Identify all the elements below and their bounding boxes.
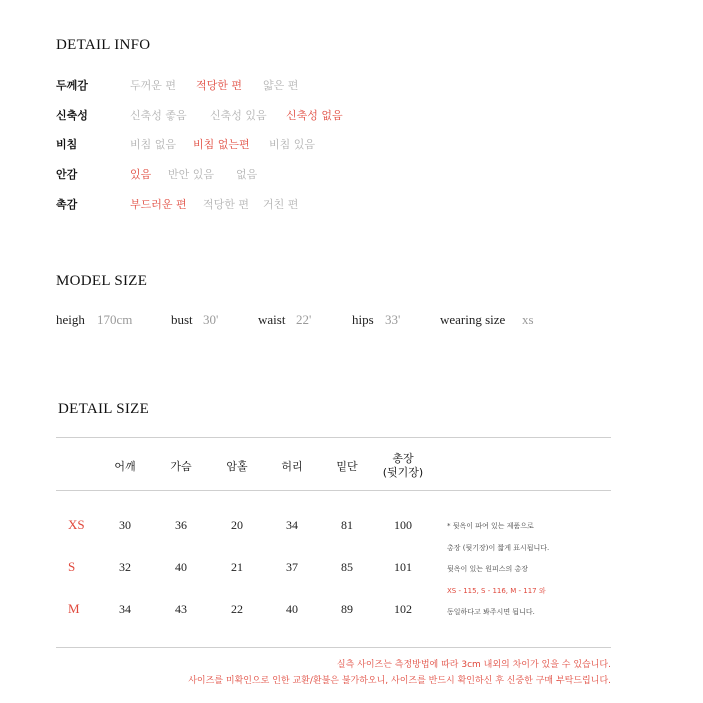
detail-info-option-selected: 비침 없는편	[193, 138, 250, 151]
size-cell: 40	[286, 602, 298, 616]
detail-info-option: 신축성 좋음	[130, 109, 187, 122]
table-bottom-divider	[56, 647, 611, 648]
size-label: S	[68, 559, 76, 574]
col-header-shoulder: 어깨	[114, 460, 136, 473]
note-line: 동일하다고 봐주시면 됩니다.	[447, 608, 535, 616]
size-cell: 85	[341, 560, 353, 574]
detail-info-option-selected: 있음	[130, 168, 152, 181]
detail-info-option: 거친 편	[263, 198, 299, 211]
detail-info-label: 비침	[56, 138, 78, 151]
model-size-label: heigh	[56, 312, 85, 327]
detail-info-option: 비침 있음	[269, 138, 316, 151]
model-size-label: wearing size	[440, 312, 506, 327]
model-size-label: waist	[258, 312, 286, 327]
note-line-highlight: XS - 115, S - 116, M - 117 와	[447, 587, 546, 595]
footer-note-measurement: 실측 사이즈는 측정방법에 따라 3cm 내외의 차이가 있을 수 있습니다.	[336, 660, 611, 670]
table-top-divider	[56, 437, 611, 438]
model-size-value: 33'	[385, 312, 401, 327]
size-label: M	[68, 601, 80, 616]
size-cell: 40	[175, 560, 187, 574]
note-line: 뒷옥이 있는 원피스의 총장	[447, 565, 529, 573]
size-cell: 34	[286, 518, 298, 532]
col-header-armhole: 암홀	[226, 460, 248, 473]
detail-info-option: 얇은 편	[263, 79, 299, 92]
model-size-label: bust	[171, 312, 193, 327]
model-size-value: 170cm	[97, 312, 133, 327]
detail-info-label: 촉감	[56, 198, 78, 211]
note-line: * 뒷옥이 파여 있는 제품으로	[447, 522, 534, 530]
model-size-title: MODEL SIZE	[56, 273, 148, 289]
size-cell: 89	[341, 602, 353, 616]
size-cell: 37	[286, 560, 298, 574]
detail-info-label: 안감	[56, 168, 78, 181]
size-cell: 21	[231, 560, 243, 574]
detail-info-option-selected: 신축성 없음	[286, 109, 343, 122]
size-cell: 101	[394, 560, 412, 574]
col-header-chest: 가슴	[170, 460, 192, 473]
detail-info-label: 두께감	[56, 79, 88, 92]
size-cell: 102	[394, 602, 412, 616]
size-label: XS	[68, 517, 85, 532]
size-cell: 43	[175, 602, 187, 616]
col-header-length: 총장	[392, 452, 414, 465]
detail-info-option: 없음	[236, 168, 258, 181]
size-cell: 100	[394, 518, 412, 532]
detail-info-option: 신축성 있음	[210, 109, 267, 122]
col-header-length-sub: (뒷기장)	[382, 466, 424, 479]
size-cell: 34	[119, 602, 131, 616]
note-line: 총장 (뒷기장)이 짧게 표시됩니다.	[447, 544, 550, 552]
detail-info-option: 적당한 편	[203, 198, 250, 211]
size-cell: 36	[175, 518, 187, 532]
detail-info-option: 두꺼운 편	[130, 79, 177, 92]
model-size-value: xs	[522, 312, 534, 327]
col-header-waist: 허리	[281, 460, 303, 473]
size-cell: 20	[231, 518, 243, 532]
col-header-hem: 밑단	[336, 460, 358, 473]
model-size-value: 22'	[296, 312, 312, 327]
detail-info-option-selected: 적당한 편	[196, 79, 243, 92]
table-header-divider	[56, 490, 611, 491]
model-size-value: 30'	[203, 312, 219, 327]
size-cell: 22	[231, 602, 243, 616]
detail-info-option-selected: 부드러운 편	[130, 198, 187, 211]
detail-info-option: 비침 없음	[130, 138, 177, 151]
size-cell: 30	[119, 518, 131, 532]
detail-info-label: 신축성	[56, 109, 88, 122]
detail-size-title: DETAIL SIZE	[58, 401, 150, 417]
detail-info-title: DETAIL INFO	[56, 37, 151, 53]
size-cell: 81	[341, 518, 353, 532]
detail-info-option: 반안 있음	[168, 168, 215, 181]
size-cell: 32	[119, 560, 131, 574]
model-size-label: hips	[352, 312, 374, 327]
footer-note-exchange: 사이즈를 미확인으로 인한 교환/환불은 불가하오니, 사이즈를 반드시 확인하신 후 신중한 구매 부탁드립니다.	[188, 676, 611, 686]
